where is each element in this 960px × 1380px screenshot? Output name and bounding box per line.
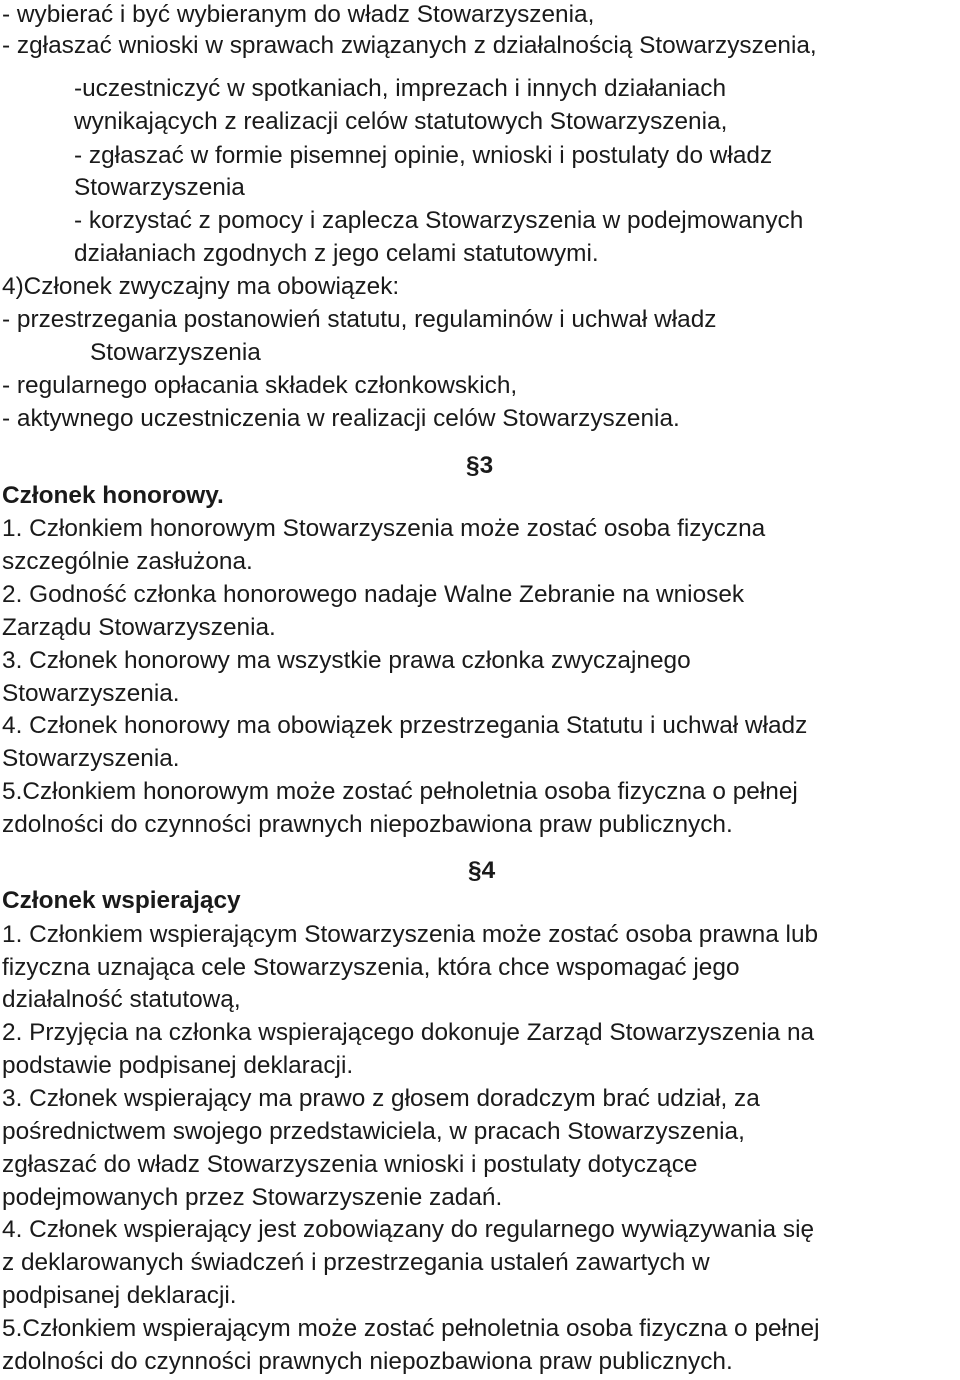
text-line: 5.Członkiem wspierającym może zostać pełnoletnia osoba fizyczna o pełnej — [2, 1315, 820, 1342]
section-heading: Członek honorowy. — [2, 482, 224, 509]
text-line: - aktywnego uczestniczenia w realizacji celów Stowarzyszenia. — [2, 405, 680, 432]
text-line: wynikających z realizacji celów statutowych Stowarzyszenia, — [74, 108, 728, 135]
text-line: 1. Członkiem wspierającym Stowarzyszenia może zostać osoba prawna lub — [2, 921, 819, 948]
text-line: 4)Członek zwyczajny ma obowiązek: — [2, 273, 400, 300]
text-line: - regularnego opłacania składek członkowskich, — [2, 372, 518, 399]
text-line: działalność statutową, — [2, 986, 241, 1013]
text-line: 3. Członek honorowy ma wszystkie prawa członka zwyczajnego — [2, 647, 691, 674]
text-line: zgłaszać do władz Stowarzyszenia wnioski i postulaty dotyczące — [2, 1151, 698, 1178]
text-line: 2. Przyjęcia na członka wspierającego dokonuje Zarząd Stowarzyszenia na — [2, 1019, 815, 1046]
text-line: - zgłaszać w formie pisemnej opinie, wnioski i postulaty do władz — [74, 142, 773, 169]
text-line: zdolności do czynności prawnych niepozbawiona praw publicznych. — [2, 1348, 733, 1375]
text-line: podstawie podpisanej deklaracji. — [2, 1052, 354, 1079]
text-line: 2. Godność członka honorowego nadaje Walne Zebranie na wniosek — [2, 581, 745, 608]
text-line: fizyczna uznająca cele Stowarzyszenia, która chce wspomagać jego — [2, 954, 740, 981]
text-line: podpisanej deklaracji. — [2, 1282, 237, 1309]
text-line: 5.Członkiem honorowym może zostać pełnoletnia osoba fizyczna o pełnej — [2, 778, 798, 805]
text-line: 4. Członek honorowy ma obowiązek przestrzegania Statutu i uchwał władz — [2, 712, 808, 739]
text-line: Stowarzyszenia. — [2, 680, 180, 707]
section-heading: Członek wspierający — [2, 887, 241, 914]
text-line: -uczestniczyć w spotkaniach, imprezach i innych działaniach — [74, 75, 727, 102]
text-line: zdolności do czynności prawnych niepozbawiona praw publicznych. — [2, 811, 733, 838]
text-line: szczególnie zasłużona. — [2, 548, 253, 575]
section-number: §3 — [466, 452, 494, 479]
text-line: - korzystać z pomocy i zaplecza Stowarzyszenia w podejmowanych — [74, 207, 804, 234]
text-line: Zarządu Stowarzyszenia. — [2, 614, 276, 641]
text-line: podejmowanych przez Stowarzyszenie zadań. — [2, 1184, 503, 1211]
section-number: §4 — [468, 857, 496, 884]
text-line: z deklarowanych świadczeń i przestrzegania ustaleń zawartych w — [2, 1249, 710, 1276]
text-line: Stowarzyszenia. — [2, 745, 180, 772]
text-line: - zgłaszać wnioski w sprawach związanych z działalnością Stowarzyszenia, — [2, 32, 817, 59]
text-line: pośrednictwem swojego przedstawiciela, w pracach Stowarzyszenia, — [2, 1118, 745, 1145]
text-line: - przestrzegania postanowień statutu, regulaminów i uchwał władz — [2, 306, 717, 333]
text-line: - wybierać i być wybieranym do władz Stowarzyszenia, — [2, 1, 595, 28]
text-line: działaniach zgodnych z jego celami statutowymi. — [74, 240, 599, 267]
text-line: 4. Członek wspierający jest zobowiązany do regularnego wywiązywania się — [2, 1216, 815, 1243]
text-line: 1. Członkiem honorowym Stowarzyszenia może zostać osoba fizyczna — [2, 515, 766, 542]
text-line: Stowarzyszenia — [74, 174, 245, 201]
text-line: 3. Członek wspierający ma prawo z głosem doradczym brać udział, za — [2, 1085, 760, 1112]
text-line: Stowarzyszenia — [90, 339, 261, 366]
